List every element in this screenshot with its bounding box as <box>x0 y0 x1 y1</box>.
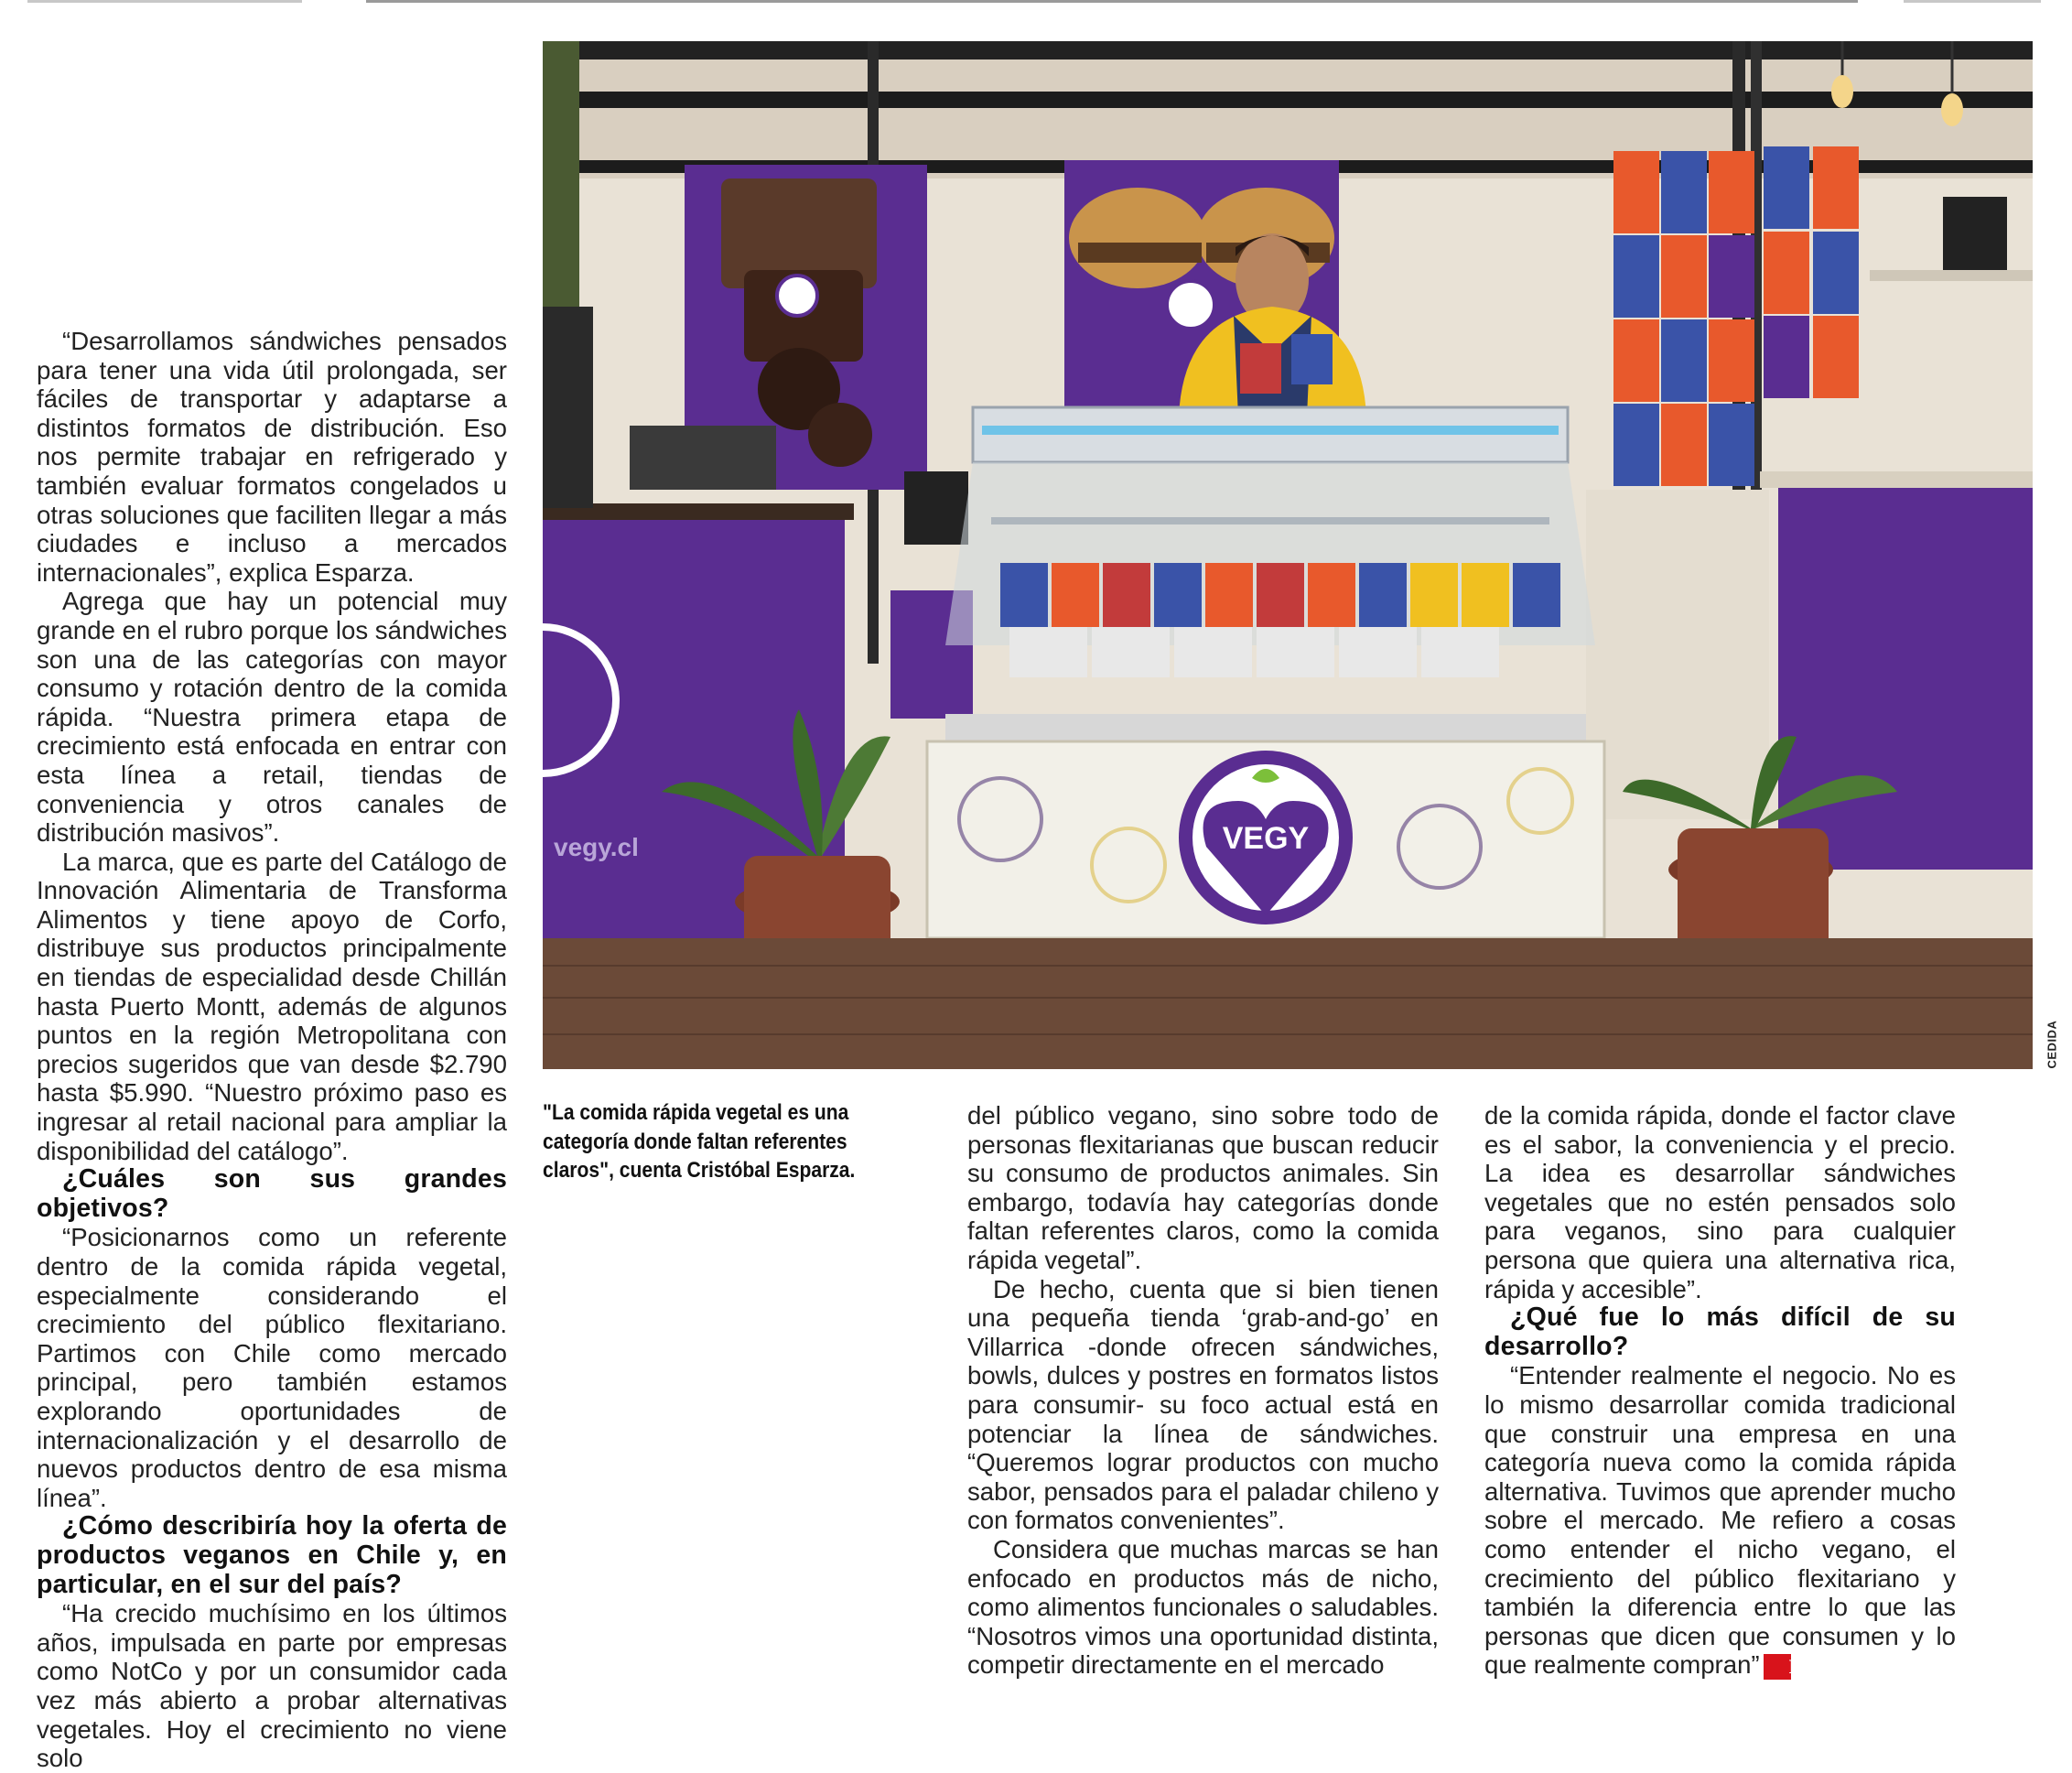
interview-question: ¿Cómo describiría hoy la oferta de productos veganos en Chile y, en particular, en el sur del país? <box>37 1511 507 1599</box>
paragraph: “Desarrollamos sándwiches pensados para tener una vida útil prolongada, ser fáciles de transportar y adaptarse a distintos formatos de distribución. Eso nos permite trabajar en refrigerado y también evaluar formatos congelados u otras soluciones que faciliten llegar a más ciudades e incluso a mercados internacionales”, explica Esparza. <box>37 327 507 587</box>
interview-question: ¿Qué fue lo más difícil de su desarrollo? <box>1484 1303 1956 1361</box>
paragraph: La marca, que es parte del Catálogo de Innovación Alimentaria de Transforma Alimentos y tiene apoyo de Corfo, distribuye sus productos principalmente en tiendas de especialidad desde Chillán hasta Puerto Montt, además de algunos puntos en la región Metropolitana con precios sugeridos que van desde $2.790 hasta $5.990. “Nuestro próximo paso es ingresar al retail nacional para ampliar la disponibilidad del catálogo”. <box>37 847 507 1165</box>
article-column-3 <box>967 1101 1439 1680</box>
end-mark-icon: M <box>1764 1654 1791 1680</box>
photo-illustration <box>543 41 2033 1069</box>
paragraph: Agrega que hay un potencial muy grande en el rubro porque los sándwiches son una de las categorías con mayor consumo y rotación dentro de la comida rápida. “Nuestra primera etapa de crecimiento está enfocada en entrar con esta línea a retail, tiendas de conveniencia y otros canales de distribución masivos”. <box>37 587 507 848</box>
photo-credit <box>2043 1016 2061 1071</box>
paragraph: de la comida rápida, donde el factor clave es el sabor, la conveniencia y el precio. La idea es desarrollar sándwiches vegetales que no estén pensados solo para veganos, sino para cualquier persona que quiera una alternativa rica, rápida y accesible”. <box>1484 1101 1956 1303</box>
paragraph: Considera que muchas marcas se han enfocado en productos más de nicho, como alimentos funcionales o saludables. “Nosotros vimos una oportunidad distinta, competir directamente en el mercado <box>967 1534 1439 1680</box>
wall-text: vegy.cl <box>554 833 639 861</box>
article-column-1 <box>37 327 507 1773</box>
answer-text: “Entender realmente el negocio. No es lo mismo desarrollar comida tradicional que construir una empresa en una categoría nueva como la comida rápida alternativa. Tuvimos que aprender mucho sobre el mercado. Me refiero a cosas como entender el nicho vegano, el crecimiento del público flexitariano y también la diferencia entre lo que las personas que dicen que consumen y lo que realmente compran” <box>1484 1361 1956 1680</box>
header-rule-left <box>27 0 302 3</box>
photo-caption: "La comida rápida vegetal es una categoría donde faltan referentes claros", cuenta Cristóbal Esparza. <box>543 1100 856 1184</box>
header-rule <box>366 0 1858 3</box>
article-column-4 <box>1484 1101 1956 1680</box>
paragraph: del público vegano, sino sobre todo de personas flexitarianas que buscan reducir su consumo de productos animales. Sin embargo, todavía hay categorías donde faltan referentes claros, como la comida rápida vegetal”. <box>967 1101 1439 1274</box>
paragraph: De hecho, cuenta que si bien tienen una pequeña tienda ‘grab-and-go’ en Villarrica -donde ofrecen sándwiches, bowls, dulces y postres en formatos listos para consumir- su foco actual está en potenciar la línea de sándwiches. “Queremos lograr productos con mucho sabor, pensados para el paladar chileno y con formatos convenientes”. <box>967 1274 1439 1535</box>
header-rule-right <box>1904 0 2041 3</box>
interview-answer <box>1484 1361 1956 1680</box>
interview-question: ¿Cuáles son sus grandes objetivos? <box>37 1164 507 1223</box>
article-photo <box>543 41 2033 1069</box>
interview-answer: “Posicionarnos como un referente dentro de la comida rápida vegetal, especialmente considerando el crecimiento del público flexitariano. Partimos con Chile como mercado principal, pero también estamos explorando oportunidades de internacionalización y el desarrollo de nuevos productos dentro de esa misma línea”. <box>37 1223 507 1512</box>
interview-answer: “Ha crecido muchísimo en los últimos años, impulsada en parte por empresas como NotCo y por un consumidor cada vez más abierto a probar alternativas vegetales. Hoy el crecimiento no viene solo <box>37 1599 507 1773</box>
photo-credit-text: CEDIDA <box>2045 1020 2059 1069</box>
brand-logo-text: VEGY <box>1222 821 1310 856</box>
